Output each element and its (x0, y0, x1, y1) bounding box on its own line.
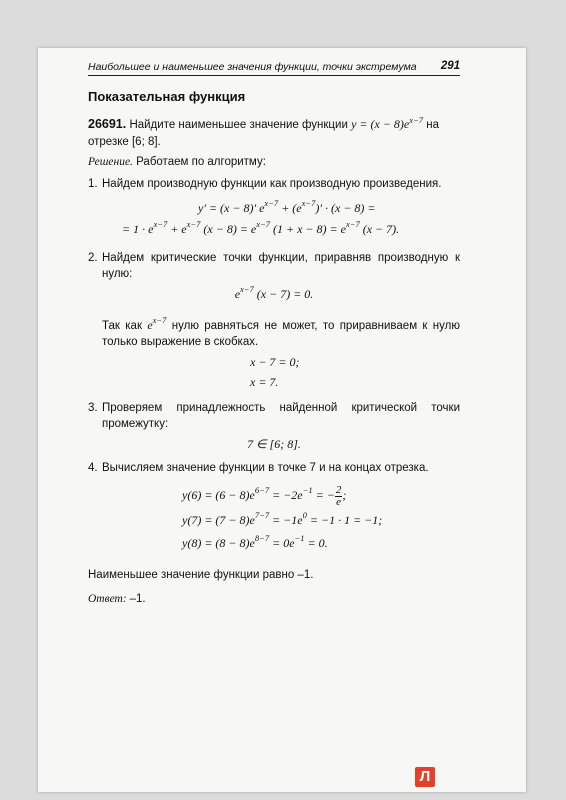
value-at-7: $y(7) = (7 - 8)e^{7-7} = -1e^0 = -1 \cdot 1 = -1$; (182, 510, 383, 527)
interval-membership: 7 ∈ [6; 8]. (247, 437, 301, 451)
running-header-title: Наибольшее и наименьшее значения функции, точки экстремума (88, 61, 417, 73)
task-interval: отрезке [6; 8]. (88, 136, 161, 148)
value-at-8: $y(8) = (8 - 8)e^{8-7} = 0e^{-1} = 0$. (182, 533, 328, 550)
value-at-6: $y(6) = (6 - 8)e^{6-7} = -2e^{-1}$ = − $\frac{2}{e}$ ; (182, 483, 347, 508)
critical-point-equation: $e^{x-7}$ (x − 7) = 0. (234, 284, 314, 301)
page-number: 291 (440, 60, 460, 72)
fraction-2-over-e: $\frac{2}{e}$ (335, 483, 342, 508)
section-title: Показательная функция (88, 89, 246, 104)
running-header (88, 60, 460, 76)
solution-label: Решение. (88, 156, 133, 168)
step-1-text: Найдем производную функции как производную произведения. (102, 178, 442, 190)
step-4-text: Вычисляем значение функции в точке 7 и на концах отрезка. (102, 462, 429, 474)
step-2: 2. Найдем критические точки функции, приравняв производную к нулю: (88, 252, 460, 280)
answer-value: –1. (129, 593, 146, 605)
book-page (38, 48, 526, 792)
page-content (88, 60, 460, 607)
task-function: $y = (x - 8)e^{x-7}$ (351, 115, 424, 131)
exponent-nonzero-note: Так как $e^{x-7}$ нулю равняться не может, то приравниваем к нулю только выражение в скобках. (102, 315, 460, 348)
labirint-logo: Л (415, 767, 435, 787)
step-3-text: Проверяем принадлежность найденной критической точки промежутку: (102, 402, 460, 430)
step-2-text: Найдем критические точки функции, приравняв производную к нулю: (102, 252, 460, 280)
task-text-after: на (426, 119, 439, 131)
step-3: 3. Проверяем принадлежность найденной критической точки промежутку: (88, 402, 460, 430)
step-1: 1. Найдем производную функции как производную произведения. (88, 176, 460, 192)
conclusion: Наименьшее значение функции равно –1. (88, 569, 314, 581)
step-4: 4. Вычисляем значение функции в точке 7 и на концах отрезка. (88, 460, 460, 476)
task-statement (88, 112, 460, 151)
equation-line-1: x − 7 = 0; (250, 355, 300, 369)
equation-line-2: x = 7. (250, 375, 279, 389)
task-text-before: Найдите наименьшее значение функции (129, 119, 348, 131)
answer (88, 591, 460, 607)
derivative-formula-line-1: y′ = (x − 8)′ $e^{x-7} + (e^{x-7})' \cdot (x - 8)$ = (198, 198, 376, 215)
solution-intro: Решение. Работаем по алгоритму: (88, 156, 266, 168)
derivative-formula-line-2: = $1 \cdot e^{x-7} + e^{x-7}$ $(x - 8) = e^{x-7}$ $(1 + x - 8) = e^{x-7}$ (x − 7). (122, 219, 400, 236)
answer-label: Ответ: (88, 593, 127, 605)
task-number: 26691. (88, 117, 127, 131)
